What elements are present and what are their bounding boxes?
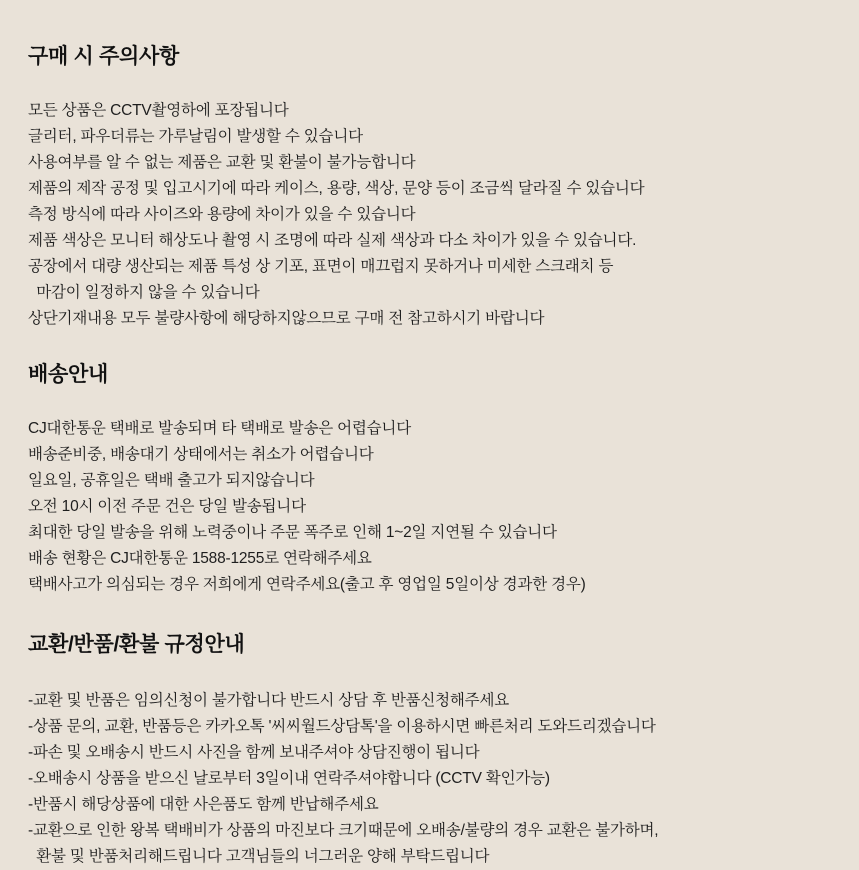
shipping-line-list [26,416,833,598]
exchange-line: -교환으로 인한 왕복 택배비가 상품의 마진보다 크기때문에 오배송/불량의 경우 교환은 불가하며, [28,822,659,839]
exchange-line: -파손 및 오배송시 반드시 사진을 함께 보내주셔야 상담진행이 됩니다 [28,744,480,761]
notice-line: 상단기재내용 모두 불량사항에 해당하지않으므로 구매 전 참고하시기 바랍니다 [28,310,545,327]
notice-line: 사용여부를 알 수 없는 제품은 교환 및 환불이 불가능합니다 [28,154,416,171]
shipping-line: 배송 현황은 CJ대한통운 1588-1255로 연락해주세요 [28,550,372,567]
exchange-line: -반품시 해당상품에 대한 사은품도 함께 반납해주세요 [28,796,379,813]
notice-line: 측정 방식에 따라 사이즈와 용량에 차이가 있을 수 있습니다 [28,206,416,223]
shipping-line: 일요일, 공휴일은 택배 출고가 되지않습니다 [28,472,315,489]
exchange-line-list [26,688,833,870]
section-shipping-info [26,358,833,598]
shipping-line: CJ대한통운 택배로 발송되며 타 택배로 발송은 어렵습니다 [28,420,411,437]
section-title-shipping-info: 배송안내 [28,363,108,386]
section-title-exchange-return-refund: 교환/반품/환불 규정안내 [28,633,245,656]
exchange-line: -교환 및 반품은 임의신청이 불가합니다 반드시 상담 후 반품신청해주세요 [28,692,510,709]
shipping-line: 최대한 당일 발송을 위해 노력중이나 주문 폭주로 인해 1~2일 지연될 수 있습니다 [28,524,557,541]
notice-line: 마감이 일정하지 않을 수 있습니다 [28,284,260,301]
exchange-line: 환불 및 반품처리해드립니다 고객님들의 너그러운 양해 부탁드립니다 [28,848,490,865]
section-title-purchase-notice: 구매 시 주의사항 [28,45,179,68]
notice-line-list [26,98,833,332]
shipping-line: 택배사고가 의심되는 경우 저희에게 연락주세요(출고 후 영업일 5일이상 경과한 경우) [28,576,586,593]
section-exchange-return-refund [26,628,833,870]
shipping-line: 오전 10시 이전 주문 건은 당일 발송됩니다 [28,498,306,515]
exchange-line: -상품 문의, 교환, 반품등은 카카오톡 '씨씨월드상담톡'을 이용하시면 빠른처리 도와드리겠습니다 [28,718,656,735]
notice-line: 모든 상품은 CCTV촬영하에 포장됩니다 [28,102,289,119]
notice-line: 공장에서 대량 생산되는 제품 특성 상 기포, 표면이 매끄럽지 못하거나 미세한 스크래치 등 [28,258,614,275]
exchange-line: -오배송시 상품을 받으신 날로부터 3일이내 연락주셔야합니다 (CCTV 확인가능) [28,770,550,787]
shipping-line: 배송준비중, 배송대기 상태에서는 취소가 어렵습니다 [28,446,374,463]
notice-line: 글리터, 파우더류는 가루날림이 발생할 수 있습니다 [28,128,363,145]
section-purchase-notice [26,40,833,332]
notice-line: 제품의 제작 공정 및 입고시기에 따라 케이스, 용량, 색상, 문양 등이 조금씩 달라질 수 있습니다 [28,180,645,197]
notice-line: 제품 색상은 모니터 해상도나 촬영 시 조명에 따라 실제 색상과 다소 차이가 있을 수 있습니다. [28,232,637,249]
